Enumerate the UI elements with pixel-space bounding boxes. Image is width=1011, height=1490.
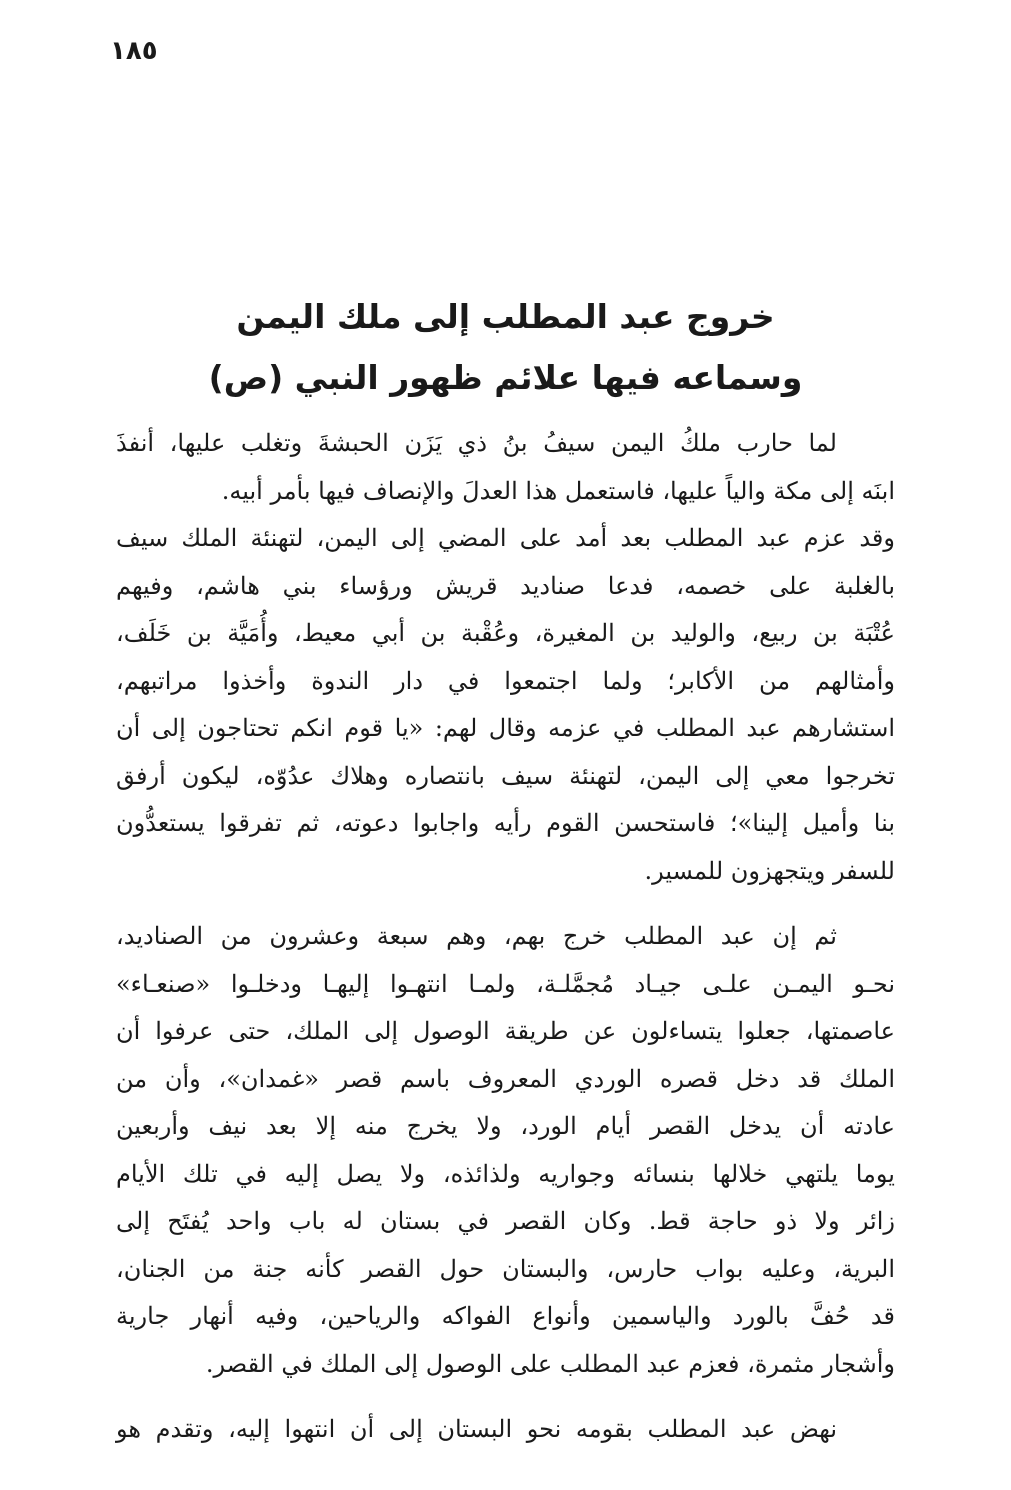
body-text xyxy=(116,420,895,1454)
text-line: ابنَه إلى مكة والياً عليها، فاستعمل هذا العدلَ والإنصاف فيها بأمر أبيه. xyxy=(221,476,895,505)
text-line: قد حُفَّ بالورد والياسمين وأنواع الفواكه والرياحين، وفيه أنهار جارية xyxy=(116,1302,896,1330)
text-line: الملك قد دخل قصره الوردي المعروف باسم قصر «غمدان»، وأن من xyxy=(116,1064,895,1093)
text-line: استشارهم عبد المطلب في عزمه وقال لهم: «يا قوم انكم تحتاجون إلى أن xyxy=(116,714,895,742)
text-line: وأمثالهم من الأكابر؛ ولما اجتمعوا في دار الندوة وأخذوا مراتبهم، xyxy=(116,666,895,695)
text-line: عاصمتها، جعلوا يتساءلون عن طريقة الوصول إلى الملك، حتى عرفوا أن xyxy=(116,1017,895,1045)
chapter-title xyxy=(180,286,831,408)
chapter-title-line-2: وسماعه فيها علائم ظهور النبي (ص) xyxy=(208,358,803,397)
page-number: ١٨٥ xyxy=(110,36,158,66)
text-line: للسفر ويتجهزون للمسير. xyxy=(644,856,895,885)
text-line: تخرجوا معي إلى اليمن، لتهنئة سيف بانتصاره وهلاك عدُوّه، ليكون أرفق xyxy=(116,761,895,790)
text-line: زائر ولا ذو حاجة قط. وكان القصر في بستان له باب واحد يُفتَح إلى xyxy=(116,1207,895,1235)
chapter-title-line-1: خروج عبد المطلب إلى ملك اليمن xyxy=(236,297,775,336)
paragraph-gap xyxy=(116,1388,895,1406)
text-line: البرية، وعليه بواب حارس، والبستان حول القصر كأنه جنة من الجنان، xyxy=(116,1254,895,1283)
text-line: نهض عبد المطلب بقومه نحو البستان إلى أن انتهوا إليه، وتقدم هو xyxy=(116,1415,837,1443)
text-line: ثم إن عبد المطلب خرج بهم، وهم سبعة وعشرون من الصناديد، xyxy=(116,922,837,950)
text-line: يوما يلتهي خلالها بنسائه وجواريه ولذائذه، ولا يصل إليه في تلك الأيام xyxy=(116,1159,895,1188)
text-line: وقد عزم عبد المطلب بعد أمد على المضي إلى اليمن، لتهنئة الملك سيف xyxy=(116,524,895,552)
text-line: عادته أن يدخل القصر أيام الورد، ولا يخرج منه إلا بعد نيف وأربعين xyxy=(116,1112,895,1140)
paragraph-gap xyxy=(116,895,895,913)
text-line: لما حارب ملكُ اليمن سيفُ بنُ ذي يَزَن الحبشةَ وتغلب عليها، أنفذَ xyxy=(116,429,837,457)
text-line: بنا وأميل إلينا»؛ فاستحسن القوم رأيه واجابوا دعوته، ثم تفرقوا يستعدُّون xyxy=(116,809,895,837)
text-line: عُتْبَة بن ربيع، والوليد بن المغيرة، وعُقْبة بن أبي معيط، وأُمَيَّة بن خَلَف، xyxy=(116,619,895,647)
text-line: وأشجار مثمرة، فعزم عبد المطلب على الوصول إلى الملك في القصر. xyxy=(205,1349,895,1378)
text-line: بالغلبة على خصمه، فدعا صناديد قريش ورؤساء بني هاشم، وفيهم xyxy=(116,571,895,600)
text-line: نحـو اليمـن علـى جيـاد مُجمَّلـة، ولمـا انتهـوا إليهـا ودخلـوا «صنعـاء» xyxy=(116,969,895,998)
